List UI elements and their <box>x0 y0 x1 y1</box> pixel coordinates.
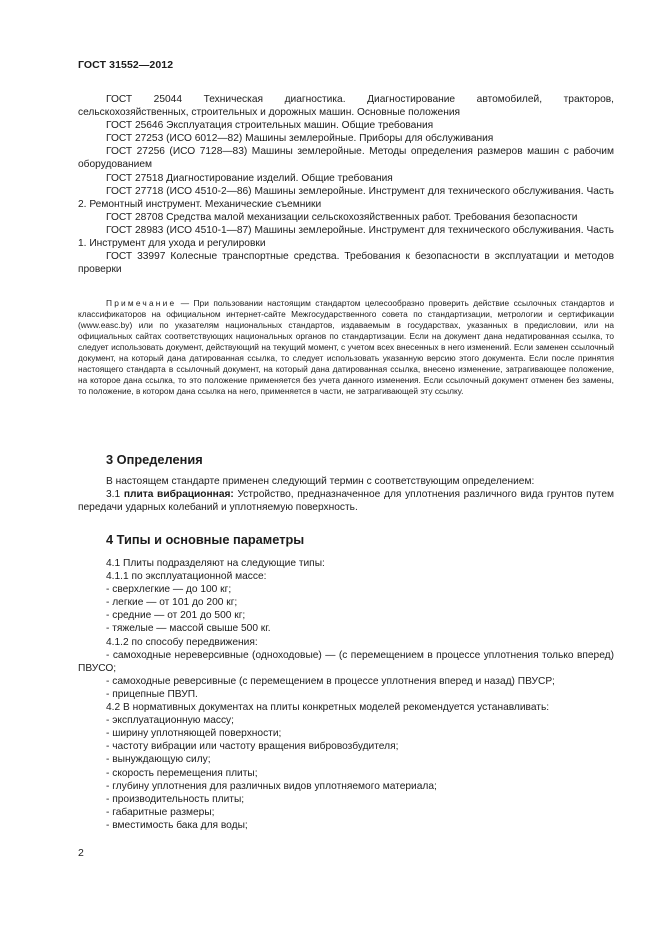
reference-item: ГОСТ 25044 Техническая диагностика. Диагностирование автомобилей, тракторов, сельскохозяйственных, строительных и дорожных машин. Основные положения <box>78 94 614 119</box>
reference-item: ГОСТ 33997 Колесные транспортные средства. Требования к безопасности в эксплуатации и методов проверки <box>78 251 614 276</box>
list-item: - вынуждающую силу; <box>106 754 211 766</box>
list-item: - сверхлегкие — до 100 кг; <box>106 584 232 596</box>
note-paragraph <box>78 298 614 397</box>
list-item: - прицепные ПВУП. <box>106 688 198 700</box>
section-3-heading: 3 Определения <box>106 452 203 467</box>
clause-4-2: 4.2 В нормативных документах на плиты конкретных моделей рекомендуется устанавливать: <box>106 702 550 714</box>
clause-4-1-1: 4.1.1 по эксплуатационной массе: <box>106 571 267 583</box>
list-item: - легкие — от 101 до 200 кг; <box>106 597 238 609</box>
reference-item: ГОСТ 25646 Эксплуатация строительных машин. Общие требования <box>106 120 434 132</box>
term-name: плита вибрационная: <box>123 489 234 501</box>
list-item: - средние — от 201 до 500 кг; <box>106 610 246 622</box>
list-item: - производительность плиты; <box>106 793 245 805</box>
list-item: - самоходные реверсивные (с перемещением в процессе уплотнения вперед и назад) ПВУСР; <box>106 675 555 687</box>
reference-item: ГОСТ 28708 Средства малой механизации сельскохозяйственных работ. Требования безопасности <box>106 211 578 223</box>
reference-item: ГОСТ 27718 (ИСО 4510-2—86) Машины землеройные. Инструмент для технического обслуживания. Часть 2. Ремонтный инструмент. Механические съемники <box>78 185 614 210</box>
list-item: - эксплуатационную массу; <box>106 715 234 727</box>
term-text: Устройство, предназначенное для уплотнения различного вида грунтов путем передачи ударных колебаний и уплотняемую поверхность. <box>78 489 614 514</box>
section-4-heading: 4 Типы и основные параметры <box>106 532 305 547</box>
note-text: — При пользовании настоящим стандартом целесообразно проверить действие ссылочных стандартов и классификаторов на официальном интернет-сайте Межгосударственного совета по стандартизации, метрологии и сертификации (www.easc.by) или по указателям национальных стандартов, издаваемым в государствах, указанных в предисловии, или на официальных сайтах соответствующих национальных органов по стандартизации. Если на документ дана недатированная ссылка, то следует использовать документ, действующий на текущий момент, с учетом всех внесенных в него изменений. Если заменен ссылочный документ, на который дана датированная ссылка, то следует использовать указанную версию этого документа. Если после принятия настоящего стандарта в ссылочный документ, на который дана датированная ссылка, внесено изменение, затрагивающее положение, на которое дана ссылка, то это положение применяется без учета данного изменения. Если ссылочный документ отменен без замены, то положение, в котором дана ссылка на него, применяется в части, не затрагивающей эту ссылку. <box>78 298 614 397</box>
term-definition <box>78 488 614 514</box>
reference-item: ГОСТ 28983 (ИСО 4510-1—87) Машины землеройные. Инструмент для технического обслуживания. Часть 1. Инструмент для ухода и регулировки <box>78 224 614 250</box>
note-label: Примечание <box>106 298 177 308</box>
list-item: - глубину уплотнения для различных видов уплотняемого материала; <box>106 780 437 792</box>
term-number: 3.1 <box>106 489 124 501</box>
document-header: ГОСТ 31552—2012 <box>78 59 174 71</box>
reference-item: ГОСТ 27253 (ИСО 6012—82) Машины землеройные. Приборы для обслуживания <box>106 133 494 145</box>
clause-4-1: 4.1 Плиты подразделяют на следующие типы: <box>106 558 325 569</box>
page-number: 2 <box>78 847 84 859</box>
clause-4-1-2: 4.1.2 по способу передвижения: <box>106 636 258 648</box>
list-item: - габаритные размеры; <box>106 806 215 818</box>
section-3-body <box>78 475 614 514</box>
references-list <box>78 93 614 276</box>
list-item: - тяжелые — массой свыше 500 кг. <box>106 623 271 635</box>
reference-item: ГОСТ 27256 (ИСО 7128—83) Машины землеройные. Методы определения размеров машин с рабочим оборудованием <box>78 146 614 171</box>
list-item: - скорость перемещения плиты; <box>106 767 258 779</box>
reference-item: ГОСТ 27518 Диагностирование изделий. Общие требования <box>106 172 393 184</box>
section-4-body <box>78 557 614 832</box>
list-item: - ширину уплотняющей поверхности; <box>106 728 282 740</box>
section-3-intro: В настоящем стандарте применен следующий термин с соответствующим определением: <box>106 476 535 487</box>
list-item: - самоходные нереверсивные (одноходовые) — (с перемещением в процессе уплотнения только вперед) ПВУСО; <box>78 649 614 674</box>
list-item: - частоту вибрации или частоту вращения вибровозбудителя; <box>106 741 399 753</box>
list-item: - вместимость бака для воды; <box>106 819 248 831</box>
